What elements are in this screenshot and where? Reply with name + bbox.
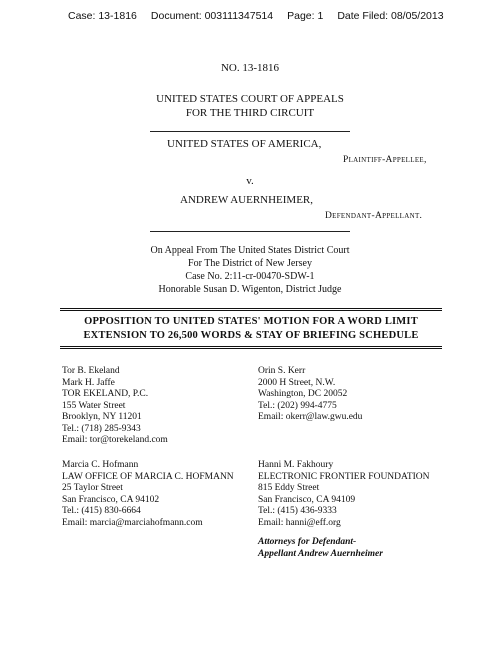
counsel-line: Tor B. Ekeland bbox=[62, 366, 120, 376]
attorneys-for bbox=[258, 536, 383, 560]
title-line-2: EXTENSION TO 26,500 WORDS & STAY OF BRIEFING SCHEDULE bbox=[83, 330, 419, 341]
header-date-filed: Date Filed: 08/05/2013 bbox=[337, 10, 444, 22]
counsel-line: Mark H. Jaffe bbox=[62, 377, 115, 388]
counsel-line: San Francisco, CA 94102 bbox=[62, 494, 160, 505]
counsel-line: San Francisco, CA 94109 bbox=[258, 494, 356, 505]
document-title bbox=[60, 308, 442, 349]
counsel-line: 155 Water Street bbox=[62, 400, 126, 411]
counsel-block-ekeland bbox=[62, 366, 168, 447]
counsel-line: Hanni M. Fakhoury bbox=[258, 460, 334, 470]
header-page: Page: 1 bbox=[287, 10, 324, 22]
header-case: Case: 13-1816 bbox=[68, 10, 137, 22]
counsel-line: LAW OFFICE OF MARCIA C. HOFMANN bbox=[62, 471, 234, 482]
divider-rule bbox=[150, 131, 350, 132]
counsel-line: Tel.: (202) 994-4775 bbox=[258, 400, 337, 411]
counsel-line: Email: tor@torekeland.com bbox=[62, 435, 168, 445]
court-line-2: FOR THE THIRD CIRCUIT bbox=[185, 107, 315, 119]
attorneys-for-line-2: Appellant Andrew Auernheimer bbox=[258, 549, 383, 559]
filing-header bbox=[68, 10, 444, 22]
counsel-line: Orin S. Kerr bbox=[258, 366, 306, 376]
divider-rule bbox=[150, 231, 350, 232]
plaintiff-name: UNITED STATES OF AMERICA, bbox=[167, 138, 322, 150]
header-document: Document: 003111347514 bbox=[150, 10, 274, 22]
plaintiff-role: Plaintiff-Appellee, bbox=[343, 155, 427, 165]
court-name bbox=[0, 92, 500, 120]
counsel-line: 25 Taylor Street bbox=[62, 483, 123, 493]
counsel-block-kerr bbox=[258, 366, 362, 424]
appeal-line-1: On Appeal From The United States District Court bbox=[150, 245, 350, 256]
case-number: NO. 13-1816 bbox=[220, 62, 280, 74]
title-line-1: OPPOSITION TO UNITED STATES' MOTION FOR A WORD LIMIT bbox=[84, 316, 418, 327]
court-line-1: UNITED STATES COURT OF APPEALS bbox=[156, 93, 344, 105]
counsel-line: Tel.: (718) 285-9343 bbox=[62, 423, 141, 434]
counsel-line: 2000 H Street, N.W. bbox=[258, 377, 336, 388]
counsel-line: TOR EKELAND, P.C. bbox=[62, 389, 149, 399]
counsel-line: Email: marcia@marciahofmann.com bbox=[62, 517, 203, 528]
attorneys-for-line-1: Attorneys for Defendant- bbox=[258, 537, 357, 547]
appeal-line-4: Honorable Susan D. Wigenton, District Judge bbox=[158, 284, 342, 295]
appeal-info bbox=[0, 244, 500, 296]
defendant-role: Defendant-Appellant. bbox=[325, 211, 423, 221]
versus: v. bbox=[246, 175, 254, 187]
counsel-line: Brooklyn, NY 11201 bbox=[62, 412, 142, 422]
counsel-block-fakhoury bbox=[258, 460, 430, 529]
counsel-line: 815 Eddy Street bbox=[258, 483, 320, 493]
counsel-line: Washington, DC 20052 bbox=[258, 389, 348, 399]
appeal-line-3: Case No. 2:11-cr-00470-SDW-1 bbox=[185, 271, 315, 282]
counsel-line: Tel.: (415) 436-9333 bbox=[258, 506, 337, 516]
counsel-line: Tel.: (415) 830-6664 bbox=[62, 506, 141, 516]
counsel-line: Email: okerr@law.gwu.edu bbox=[258, 412, 363, 422]
counsel-line: Marcia C. Hofmann bbox=[62, 460, 139, 470]
counsel-line: Email: hanni@eff.org bbox=[258, 517, 341, 528]
counsel-block-hofmann bbox=[62, 460, 234, 529]
appeal-line-2: For The District of New Jersey bbox=[188, 258, 312, 269]
counsel-line: ELECTRONIC FRONTIER FOUNDATION bbox=[258, 471, 430, 482]
defendant-name: ANDREW AUERNHEIMER, bbox=[180, 194, 314, 206]
